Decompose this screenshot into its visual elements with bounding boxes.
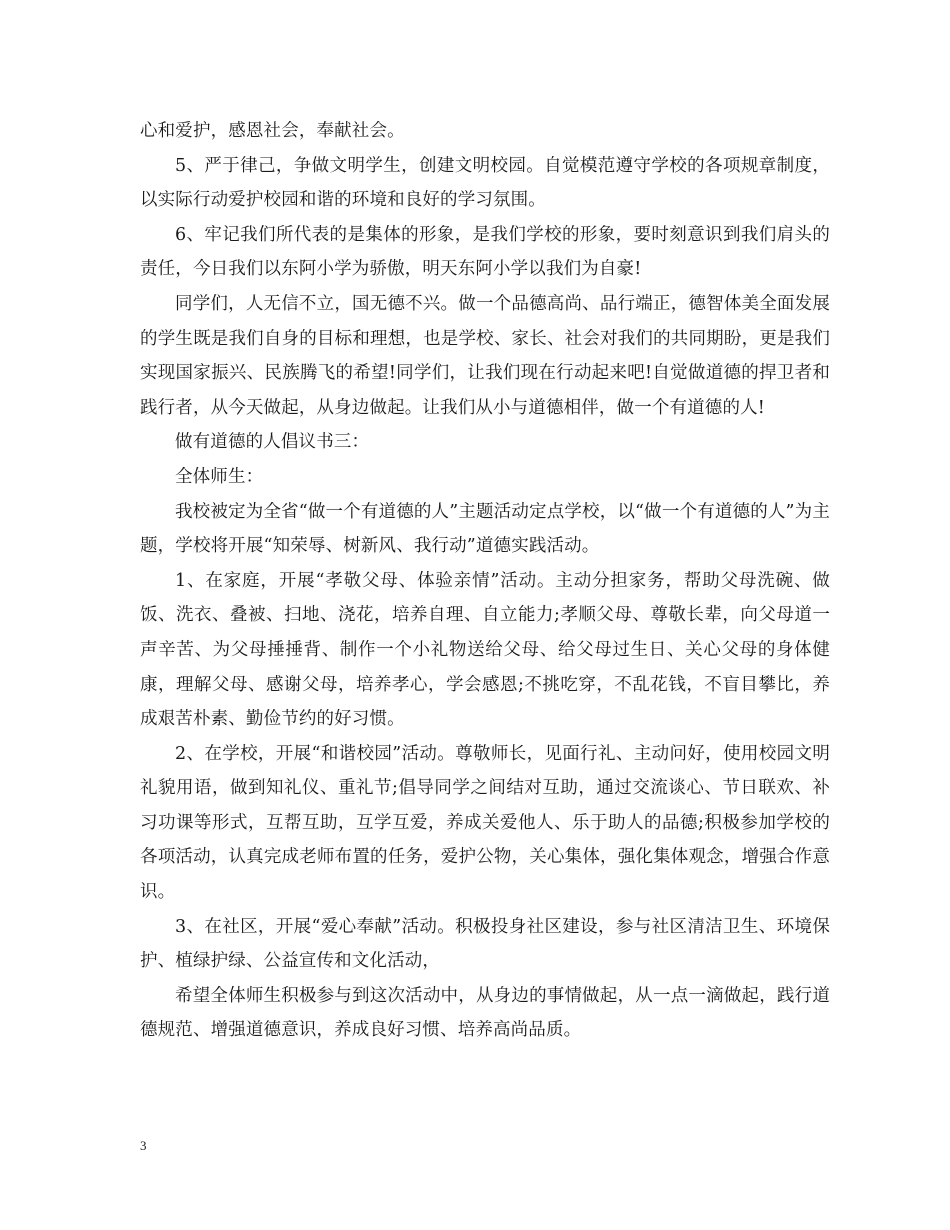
paragraph: 5、严于律己，争做文明学生，创建文明校园。自觉模范遵守学校的各项规章制度，以实际行动爱护校园和谐的环境和良好的学习氛围。 [140,155,830,211]
paragraph: 我校被定为全省“做一个有道德的人”主题活动定点学校，以“做一个有道德的人”为主题，学校将开展“知荣辱、树新风、我行动”道德实践活动。 [140,501,830,557]
section-heading: 做有道德的人倡议书三： [175,432,370,453]
paragraph: 3、在社区，开展“爱心奉献”活动。积极投身社区建设，参与社区清洁卫生、环境保护、植绿护绿、公益宣传和文化活动， [140,916,830,972]
salutation: 全体师生： [175,466,264,487]
paragraph: 1、在家庭，开展“孝敬父母、体验亲情”活动。主动分担家务，帮助父母洗碗、做饭、洗衣、叠被、扫地、浇花，培养自理、自立能力;孝顺父母、尊敬长辈，向父母道一声辛苦、为父母捶捶背、制作一个小礼物送给父母、给父母过生日、关心父母的身体健康，理解父母、感谢父母，培养孝心，学会感恩;不挑吃穿，不乱花钱，不盲目攀比，养成艰苦朴素、勤俭节约的好习惯。 [140,570,830,730]
document-body [140,114,830,1048]
paragraph: 6、牢记我们所代表的是集体的形象，是我们学校的形象，要时刻意识到我们肩头的责任，今日我们以东阿小学为骄傲，明天东阿小学以我们为自豪! [140,224,830,280]
paragraph: 2、在学校，开展“和谐校园”活动。尊敬师长，见面行礼、主动问好，使用校园文明礼貌用语，做到知礼仪、重礼节;倡导同学之间结对互助，通过交流谈心、节日联欢、补习功课等形式，互帮互助，互学互爱，养成关爱他人、乐于助人的品德;积极参加学校的各项活动，认真完成老师布置的任务，爱护公物，关心集体，强化集体观念，增强合作意识。 [140,743,830,903]
paragraph: 希望全体师生积极参与到这次活动中，从身边的事情做起，从一点一滴做起，践行道德规范、增强道德意识，养成良好习惯、培养高尚品质。 [140,985,830,1041]
paragraph: 同学们，人无信不立，国无德不兴。做一个品德高尚、品行端正，德智体美全面发展的学生既是我们自身的目标和理想，也是学校、家长、社会对我们的共同期盼，更是我们实现国家振兴、民族腾飞的希望!同学们，让我们现在行动起来吧!自觉做道德的捍卫者和践行者，从今天做起，从身边做起。让我们从小与道德相伴，做一个有道德的人! [140,293,830,418]
page-number: 3 [140,1138,147,1153]
paragraph: 心和爱护，感恩社会，奉献社会。 [140,121,405,141]
